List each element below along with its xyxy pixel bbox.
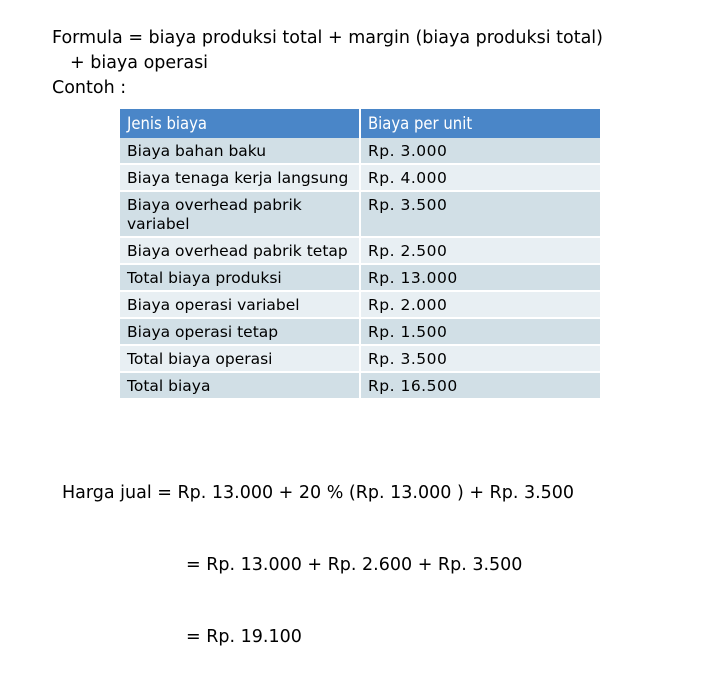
- cost-type-cell: Biaya bahan baku: [120, 138, 360, 164]
- example-label: Contoh :: [52, 78, 127, 98]
- cost-type-cell: Biaya overhead pabrik variabel: [120, 191, 360, 237]
- cost-type-cell: Biaya operasi variabel: [120, 291, 360, 318]
- selling-price-calculation: [62, 433, 574, 673]
- cost-value-cell: Rp. 2.000: [360, 291, 601, 318]
- cost-value-cell: Rp. 13.000: [360, 264, 601, 291]
- table-row: [120, 237, 601, 264]
- calculation-line-1: Harga jual = Rp. 13.000 + 20 % (Rp. 13.000 ) + Rp. 3.500: [62, 483, 575, 503]
- column-header-cost-type: Jenis biaya: [120, 109, 360, 138]
- cost-type-cell: Total biaya: [120, 372, 360, 399]
- cost-value-cell: Rp. 1.500: [360, 318, 601, 345]
- cost-value-cell: Rp. 16.500: [360, 372, 601, 399]
- cost-type-cell: Biaya operasi tetap: [120, 318, 360, 345]
- formula-line-2: + biaya operasi: [70, 53, 209, 73]
- table-row: [120, 191, 601, 237]
- table-row: [120, 291, 601, 318]
- calculation-line-3: = Rp. 19.100: [186, 627, 302, 647]
- table-row: [120, 318, 601, 345]
- formula-block: [52, 26, 603, 101]
- table-row: [120, 264, 601, 291]
- formula-line-1: Formula = biaya produksi total + margin (biaya produksi total): [52, 28, 603, 48]
- column-header-cost-per-unit: Biaya per unit: [360, 109, 601, 138]
- cost-type-cell: Biaya tenaga kerja langsung: [120, 164, 360, 191]
- cost-value-cell: Rp. 3.500: [360, 345, 601, 372]
- table-row: [120, 138, 601, 164]
- table-row: [120, 345, 601, 372]
- cost-type-cell: Total biaya operasi: [120, 345, 360, 372]
- cost-value-cell: Rp. 3.000: [360, 138, 601, 164]
- table-row: [120, 372, 601, 399]
- cost-value-cell: Rp. 4.000: [360, 164, 601, 191]
- cost-value-cell: Rp. 3.500: [360, 191, 601, 237]
- cost-value-cell: Rp. 2.500: [360, 237, 601, 264]
- table-header-row: [120, 109, 601, 138]
- cost-type-cell: Total biaya produksi: [120, 264, 360, 291]
- cost-type-cell: Biaya overhead pabrik tetap: [120, 237, 360, 264]
- table-row: [120, 164, 601, 191]
- calculation-line-2: = Rp. 13.000 + Rp. 2.600 + Rp. 3.500: [186, 555, 523, 575]
- cost-table: [120, 109, 602, 400]
